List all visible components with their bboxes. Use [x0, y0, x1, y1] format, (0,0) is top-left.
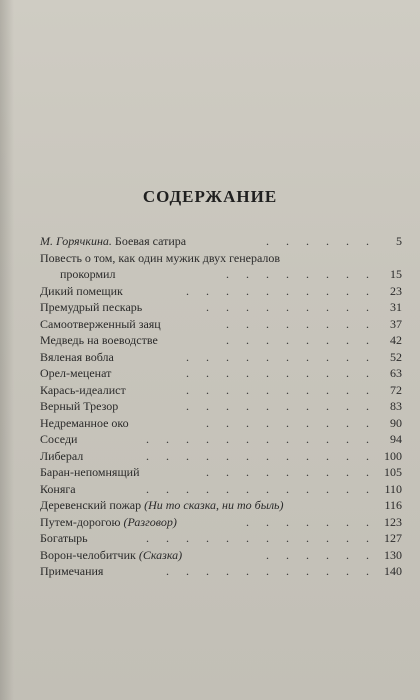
toc-leader-dots: . . . . . . . . . . . [166, 564, 376, 578]
toc-entry [40, 464, 402, 481]
toc-entry-title: Повесть о том, как один мужик двух генералов [40, 250, 281, 265]
toc-leader-dots: . . . . . . . . . . [186, 366, 376, 380]
toc-leader-dots: . . . . . . . . [226, 333, 376, 347]
toc-page-number: 42 [390, 333, 402, 347]
toc-page-number: 72 [390, 382, 402, 397]
toc-page-number: 110 [384, 481, 402, 496]
toc-leader-dots: . . . . . . . . [226, 316, 376, 331]
toc-page-number: 31 [390, 300, 402, 314]
toc-entry [40, 514, 402, 531]
toc-page-number: 5 [396, 234, 402, 248]
toc-entry-title: Самоотверженный заяц [40, 316, 161, 331]
toc-leader-dots: . . . . . . . . . [206, 300, 376, 314]
toc-entry [40, 547, 402, 564]
toc-page-number: 15 [390, 267, 402, 281]
toc-page-number: 52 [390, 349, 402, 364]
toc-entry-title: Верный Трезор [40, 399, 119, 413]
toc-entry [40, 233, 402, 250]
toc-entry-subtitle: (Разговор) [123, 514, 177, 529]
toc-entry [40, 316, 402, 333]
toc-leader-dots: . . . . . . [266, 234, 376, 248]
toc-entry [40, 530, 402, 547]
toc-entry-title: Путем-дорогою [40, 514, 121, 529]
toc-page-number: 63 [390, 366, 402, 380]
toc-entry-title: Богатырь [40, 531, 88, 545]
toc-entry [40, 415, 402, 432]
toc-entry-title: Ворон-челобитчик [40, 547, 136, 562]
toc-entry-author: М. Горячкина. [40, 234, 112, 248]
toc-entry [40, 398, 402, 415]
toc-page-number: 140 [384, 564, 402, 578]
toc-leader-dots: . . . . . . . . . . [186, 283, 376, 298]
toc-page-number: 23 [390, 283, 402, 298]
toc-page-number: 130 [384, 547, 402, 562]
toc-entry-title: Соседи [40, 432, 78, 446]
toc-entry-title: Примечания [40, 564, 104, 578]
toc-entry-subtitle: (Сказка) [138, 547, 183, 562]
toc-entry-title: Деревенский пожар [40, 498, 142, 512]
toc-page-number: 105 [384, 465, 402, 479]
toc-entry-title: Карась-идеалист [40, 382, 126, 397]
toc-entry [40, 250, 402, 267]
toc-leader-dots: . . . . . . . . . . [186, 349, 376, 364]
toc-entry-title: Баран-непомнящий [40, 465, 140, 479]
toc-entry [40, 431, 402, 448]
toc-page-number: 116 [384, 498, 402, 512]
toc-entry-title: Медведь на воеводстве [40, 333, 158, 347]
toc-leader-dots: . . . . . . . . . . . . [146, 481, 376, 496]
toc-entry-title: Боевая сатира [114, 234, 187, 248]
toc-entry-title: Орел-меценат [40, 366, 112, 380]
toc-page-number: 94 [390, 432, 402, 446]
toc-entry-title: Вяленая вобла [40, 349, 114, 364]
toc-leader-dots: . . . . . . . . . . . . [146, 432, 376, 446]
toc-entry-subtitle: (Ни то сказка, ни то быль) [144, 498, 284, 512]
toc-entry [40, 448, 402, 465]
toc-entry-title: Премудрый пескарь [40, 300, 143, 314]
toc-entry [40, 349, 402, 366]
toc-entry [40, 563, 402, 580]
toc-entry-title: Либерал [40, 448, 84, 463]
toc-leader-dots: . . . . . . . [246, 514, 376, 529]
toc-entry [40, 332, 402, 349]
toc-page-number: 90 [390, 415, 402, 430]
toc-entry [40, 283, 402, 300]
toc-leader-dots: . . . . . . . . . . . . [146, 448, 376, 463]
toc-entry [40, 299, 402, 316]
toc-leader-dots: . . . . . . . . . . [186, 382, 376, 397]
toc-entry-title: прокормил [60, 267, 116, 281]
toc-entry-title: Недреманное око [40, 415, 129, 430]
toc-page-number: 37 [390, 316, 402, 331]
toc-entry [40, 481, 402, 498]
toc-entry [40, 365, 402, 382]
toc-leader-dots: . . . . . . . . . [206, 465, 376, 479]
toc-entry [40, 266, 402, 283]
toc-page-number: 127 [384, 531, 402, 545]
toc-leader-dots: . . . . . . . . . . . . [146, 531, 376, 545]
toc-page-number: 123 [384, 514, 402, 529]
page-shadow [0, 0, 14, 700]
toc-leader-dots: . . . . . . . . . . [186, 399, 376, 413]
toc-page-number: 83 [390, 399, 402, 413]
table-of-contents [40, 233, 402, 580]
toc-entry [40, 382, 402, 399]
toc-leader-dots: . . . . . . . . [226, 267, 376, 281]
toc-entry [40, 497, 402, 514]
toc-leader-dots: . . . . . . [266, 547, 376, 562]
toc-leader-dots: . . . . . . . . . [206, 415, 376, 430]
toc-page-number: 100 [384, 448, 402, 463]
toc-entry-title: Коняга [40, 481, 76, 496]
toc-entry-title: Дикий помещик [40, 283, 123, 298]
page-title: СОДЕРЖАНИЕ [142, 187, 278, 206]
